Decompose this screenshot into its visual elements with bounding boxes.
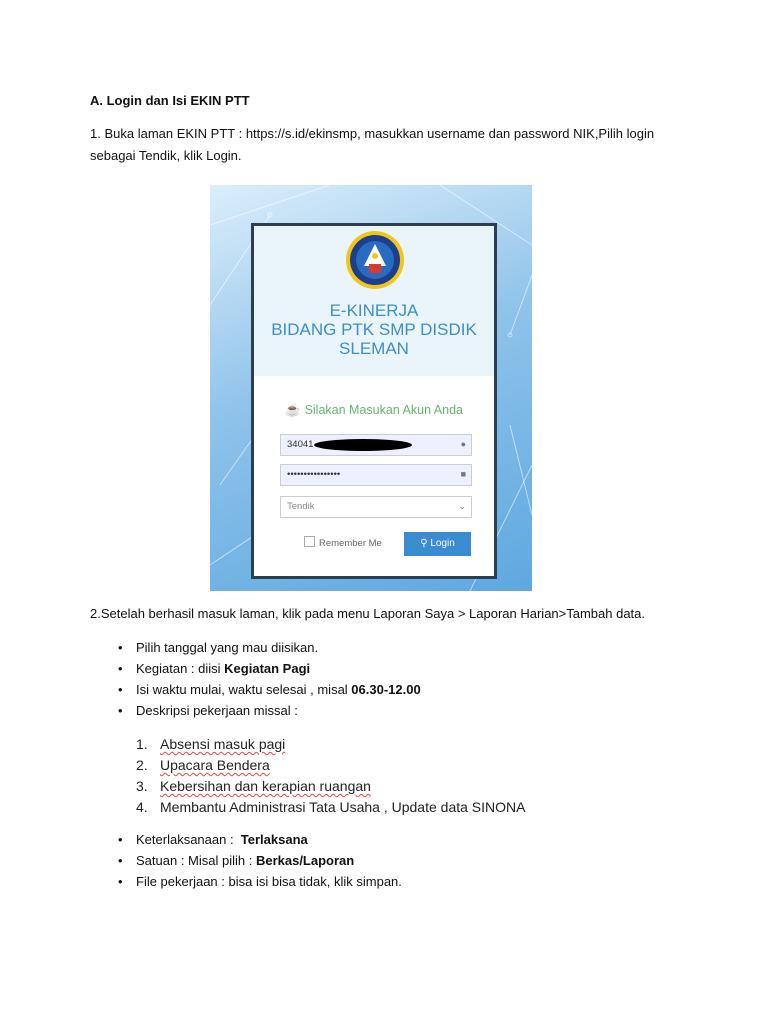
task-number: 1.	[136, 736, 148, 752]
bullet-mark: •	[118, 682, 123, 697]
list-item-text: Isi waktu mulai, waktu selesai , misal	[136, 682, 352, 697]
password-value: ••••••••••••••••	[287, 469, 341, 480]
app-title-line-2: BIDANG PTK SMP DISDIK	[271, 320, 477, 339]
login-subtitle	[254, 403, 494, 418]
username-input[interactable]	[280, 434, 472, 456]
app-title-line-3: SLEMAN	[339, 339, 409, 358]
login-screenshot	[210, 185, 532, 591]
step-1-text: 1. Buka laman EKIN PTT : https://s.id/ekinsmp, masukkan username dan password NIK,Pilih login sebagai Tendik, klik Login.	[90, 126, 655, 163]
document-heading: A. Login dan Isi EKIN PTT	[90, 93, 250, 108]
remember-me[interactable]	[304, 536, 382, 549]
step-2-text: 2.Setelah berhasil masuk laman, klik pada menu Laporan Saya > Laporan Harian>Tambah data.	[90, 606, 646, 621]
task-number: 3.	[136, 778, 148, 794]
list-item-bold: 06.30-12.00	[351, 682, 421, 697]
list-item-text: Deskripsi pekerjaan missal :	[136, 703, 298, 718]
list-item-bold: Kegiatan Pagi	[224, 661, 311, 676]
list-item-bold: Berkas/Laporan	[255, 853, 355, 868]
redaction-mark	[314, 439, 412, 451]
login-panel	[251, 223, 497, 579]
bullet-mark: •	[118, 832, 123, 847]
password-input[interactable]	[280, 464, 472, 486]
bullet-mark: •	[118, 661, 123, 676]
remember-label: Remember Me	[319, 538, 382, 549]
task-text: Upacara Bendera	[160, 757, 270, 773]
task-number: 4.	[136, 799, 148, 815]
user-icon: ●	[460, 439, 466, 449]
chevron-down-icon: ⌄	[458, 501, 466, 511]
task-number: 2.	[136, 757, 148, 773]
key-icon: ⚲	[420, 538, 431, 549]
role-value: Tendik	[287, 501, 315, 512]
app-title-line-1: E-KINERJA	[329, 301, 419, 320]
role-select[interactable]	[280, 496, 472, 518]
app-title	[254, 301, 494, 358]
task-text: Kebersihan dan kerapian ruangan	[160, 778, 371, 794]
bullet-mark: •	[118, 703, 123, 718]
login-button[interactable]	[404, 532, 471, 556]
sleman-emblem-logo	[345, 230, 405, 290]
bullet-mark: •	[118, 640, 123, 655]
list-item-text: Kegiatan : diisi	[136, 661, 225, 676]
list-item-text: Pilih tanggal yang mau diisikan.	[136, 640, 319, 655]
remember-checkbox[interactable]	[304, 536, 315, 547]
task-text: Membantu Administrasi Tata Usaha , Update data SINONA	[160, 799, 526, 815]
lock-icon: ■	[460, 469, 466, 479]
list-item-text: Satuan : Misal pilih :	[136, 853, 256, 868]
list-item-text: File pekerjaan : bisa isi bisa tidak, klik simpan.	[136, 874, 402, 889]
list-item-bold: Terlaksana	[240, 832, 308, 847]
bullet-mark: •	[118, 853, 123, 868]
bullet-mark: •	[118, 874, 123, 889]
login-subtitle-text: Silakan Masukan Akun Anda	[304, 403, 464, 417]
login-button-label: Login	[430, 538, 455, 549]
panel-header	[254, 226, 494, 376]
task-text: Absensi masuk pagi	[160, 736, 286, 752]
list-item-text: Keterlaksanaan :	[136, 832, 241, 847]
username-value: 34041	[287, 439, 314, 450]
coffee-cup-icon: ☕	[284, 403, 301, 417]
